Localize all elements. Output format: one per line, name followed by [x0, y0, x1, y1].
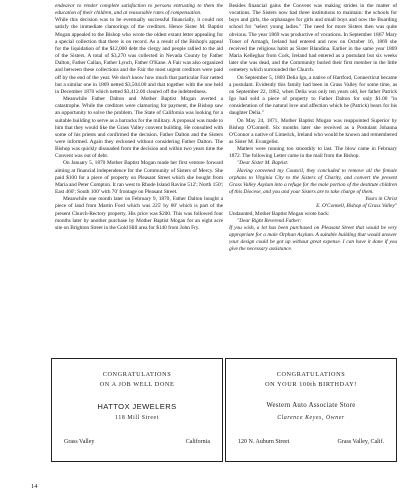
paragraph: Matters were running too smoothly to last. The blow came in February 1872. The following Letter came in the mail from the Bishop. [229, 146, 397, 160]
ad-headline: CONGRATULATIONS [276, 371, 346, 378]
paragraph: Meanwhile one month later on February 9, 1870, Father Dalton bought a piece of land from Martin Ford which was 225' by 80' which is part of the present Church-Rectory property. His price was $200. This was followed four months later by another purchase by Mother Baptist Mogan for an eight acre site on Brighton Street in the Gold Hill area for $140 from John Fry. [55, 196, 223, 231]
ad-western-auto [225, 358, 397, 462]
paragraph: endeavor to render complete satisfaction to persons entrusting to them the education of their children, and at reasonable rates of compensation. [55, 3, 223, 17]
ad-business-name: Western Auto Associate Store [266, 402, 356, 409]
ad-subheadline: ON YOUR 100th BIRTHDAY! [265, 381, 357, 388]
letter-body: Having convened my Council, they concluded to remove all the female orphans to Virginia City to the Sisters of Charity, and convert the present Grass Valley Asylum into a refuge for the male portion of the destitute children of this Diocese, and you and your Sisters are to take charge of them. [229, 167, 397, 196]
letter-salutation: "Dear Sister M. Baptist: [237, 160, 289, 167]
paragraph: Undaunted, Mother Baptist Mogan wrote back: [229, 210, 330, 217]
letter-closing: Yours in Christ [365, 196, 397, 203]
ad-subheadline: ON A JOB WELL DONE [99, 381, 175, 388]
letter-signature: E. O'Connell, Bishop of Grass Valley" [316, 203, 397, 210]
ad-state: California [185, 439, 210, 445]
ad-business-name: HATTOX JEWELERS [97, 402, 177, 411]
page-number: 14 [31, 483, 38, 490]
paragraph: On January 5, 1870 Mother Baptist Mogan made her first venture forward aiming at financial independence for the Community of Sisters of Mercy. She paid $100 for a piece of property on Pleasant Street which she bought from Maria and Peter Compton. It ran west to Rhode Island Ravine 512'; North 150'; East 460'; South 100' with 70' frontage on Pleasant Street. [55, 160, 223, 196]
paragraph: Meanwhile Father Dalton and Mother Baptist Mogan averted a catastrophe. While the creditors were clamoring for payment, the Bishop saw an opportunity to solve the problem. The State of California was looking for a suitable building to serve as a barracks for the military. A proposal was made to him that they would like the Grass Valley convent building. He consulted with some of his priests and confirmed the decision. Father Dalton and the Sisters were informed. Again they reckoned without considering Father Dalton. The Bishop was quickly dissuaded from the decision and within two years time the Convent was out of debt. [55, 96, 223, 160]
paragraph: While this decision was to be eventually successful financially, it could not satisfy the immediate clamorings of the creditors. Hence Sister M. Baptist Mogan appealed to the Bishop who wrote the oldest extant letter appealing for a special collection that there is on record. As a result of the Bishop's appeal for the liquidation of the $12,000 debt the clergy and people rallied to the aid of the Sisters. A total of $3,270 was collected in Nevada County by Father Dalton, Father Callan, Father Lynch, Father O'Kane. A Fair was also organized and between these collections and the Fair the most urgent creditors were paid off by the end of the year. We don't know how much that particular Fair netted but a similar one in 1869 netted $3,504.00 and that together with the one held in December 1870 which netted $3,412.00 cleared off the indebtedness. [55, 17, 223, 95]
letter-body: If you wish, a lot has been purchased on Pleasant Street that would be very appropriate for a male Orphan Asylum. A suitable building that would answer your design could be got up without great expense. I can have it done if you give the necessary assistance. [229, 224, 397, 253]
ad-headline: CONGRATULATIONS [102, 371, 172, 378]
paragraph: On September 5, 1869 Delia Igo, a native of Hartford, Connecticut became a postulant. Evidently this family had been in Grass Valley for some time, as on September 22, 1862, when Delia was only ten years old, her father Patrick Igo had sold a piece of property to Father Dalton for only $1.00 "in consideration of the natural love and affection which he (Patrick) bears for his daughter Delia." [229, 74, 397, 117]
ad-hattox-jewelers [51, 358, 223, 462]
ad-address: 120 N. Auburn Street [238, 439, 290, 445]
right-text-column [229, 3, 397, 348]
left-text-column [55, 3, 223, 348]
ad-city: Grass Valley [64, 439, 95, 445]
ad-city: Grass Valley, Calif. [337, 439, 384, 445]
ad-address: 118 Mill Street [115, 415, 159, 421]
paragraph: On May 24, 1871, Mother Baptist Mogan was reappointed Superior by Bishop O'Connell. Six months later she received as a Postulant Johanna O'Connor a native of Limerick, Ireland who would be known and remembered as Sister M. Evangelist. [229, 117, 397, 145]
paragraph: Besides financial gains the Convent was making strides in the matter of vocations. The Sisters now had three institutions to maintain: the schools for boys and girls, the orphanages for girls and small boys and now the Boarding school for "select young ladies." The need for more Sisters then was quite obvious. The year 1869 was productive of vocations. In September 1867 Mary Toner of Armagh, Ireland had entered and now on October 16, 1869 she received the religious habit as Sister Blandina. Earlier in the same year 1869 Maria Kelleghar from Cork, Ireland had entered as a postulant but six weeks later she was dead, and the Community buried their first member in the little cemetery which surrounded the Church. [229, 3, 397, 74]
ad-owner: Clarence Keyes, Owner [277, 415, 345, 421]
letter-salutation: "Dear Right Reverend Father: [237, 217, 302, 224]
